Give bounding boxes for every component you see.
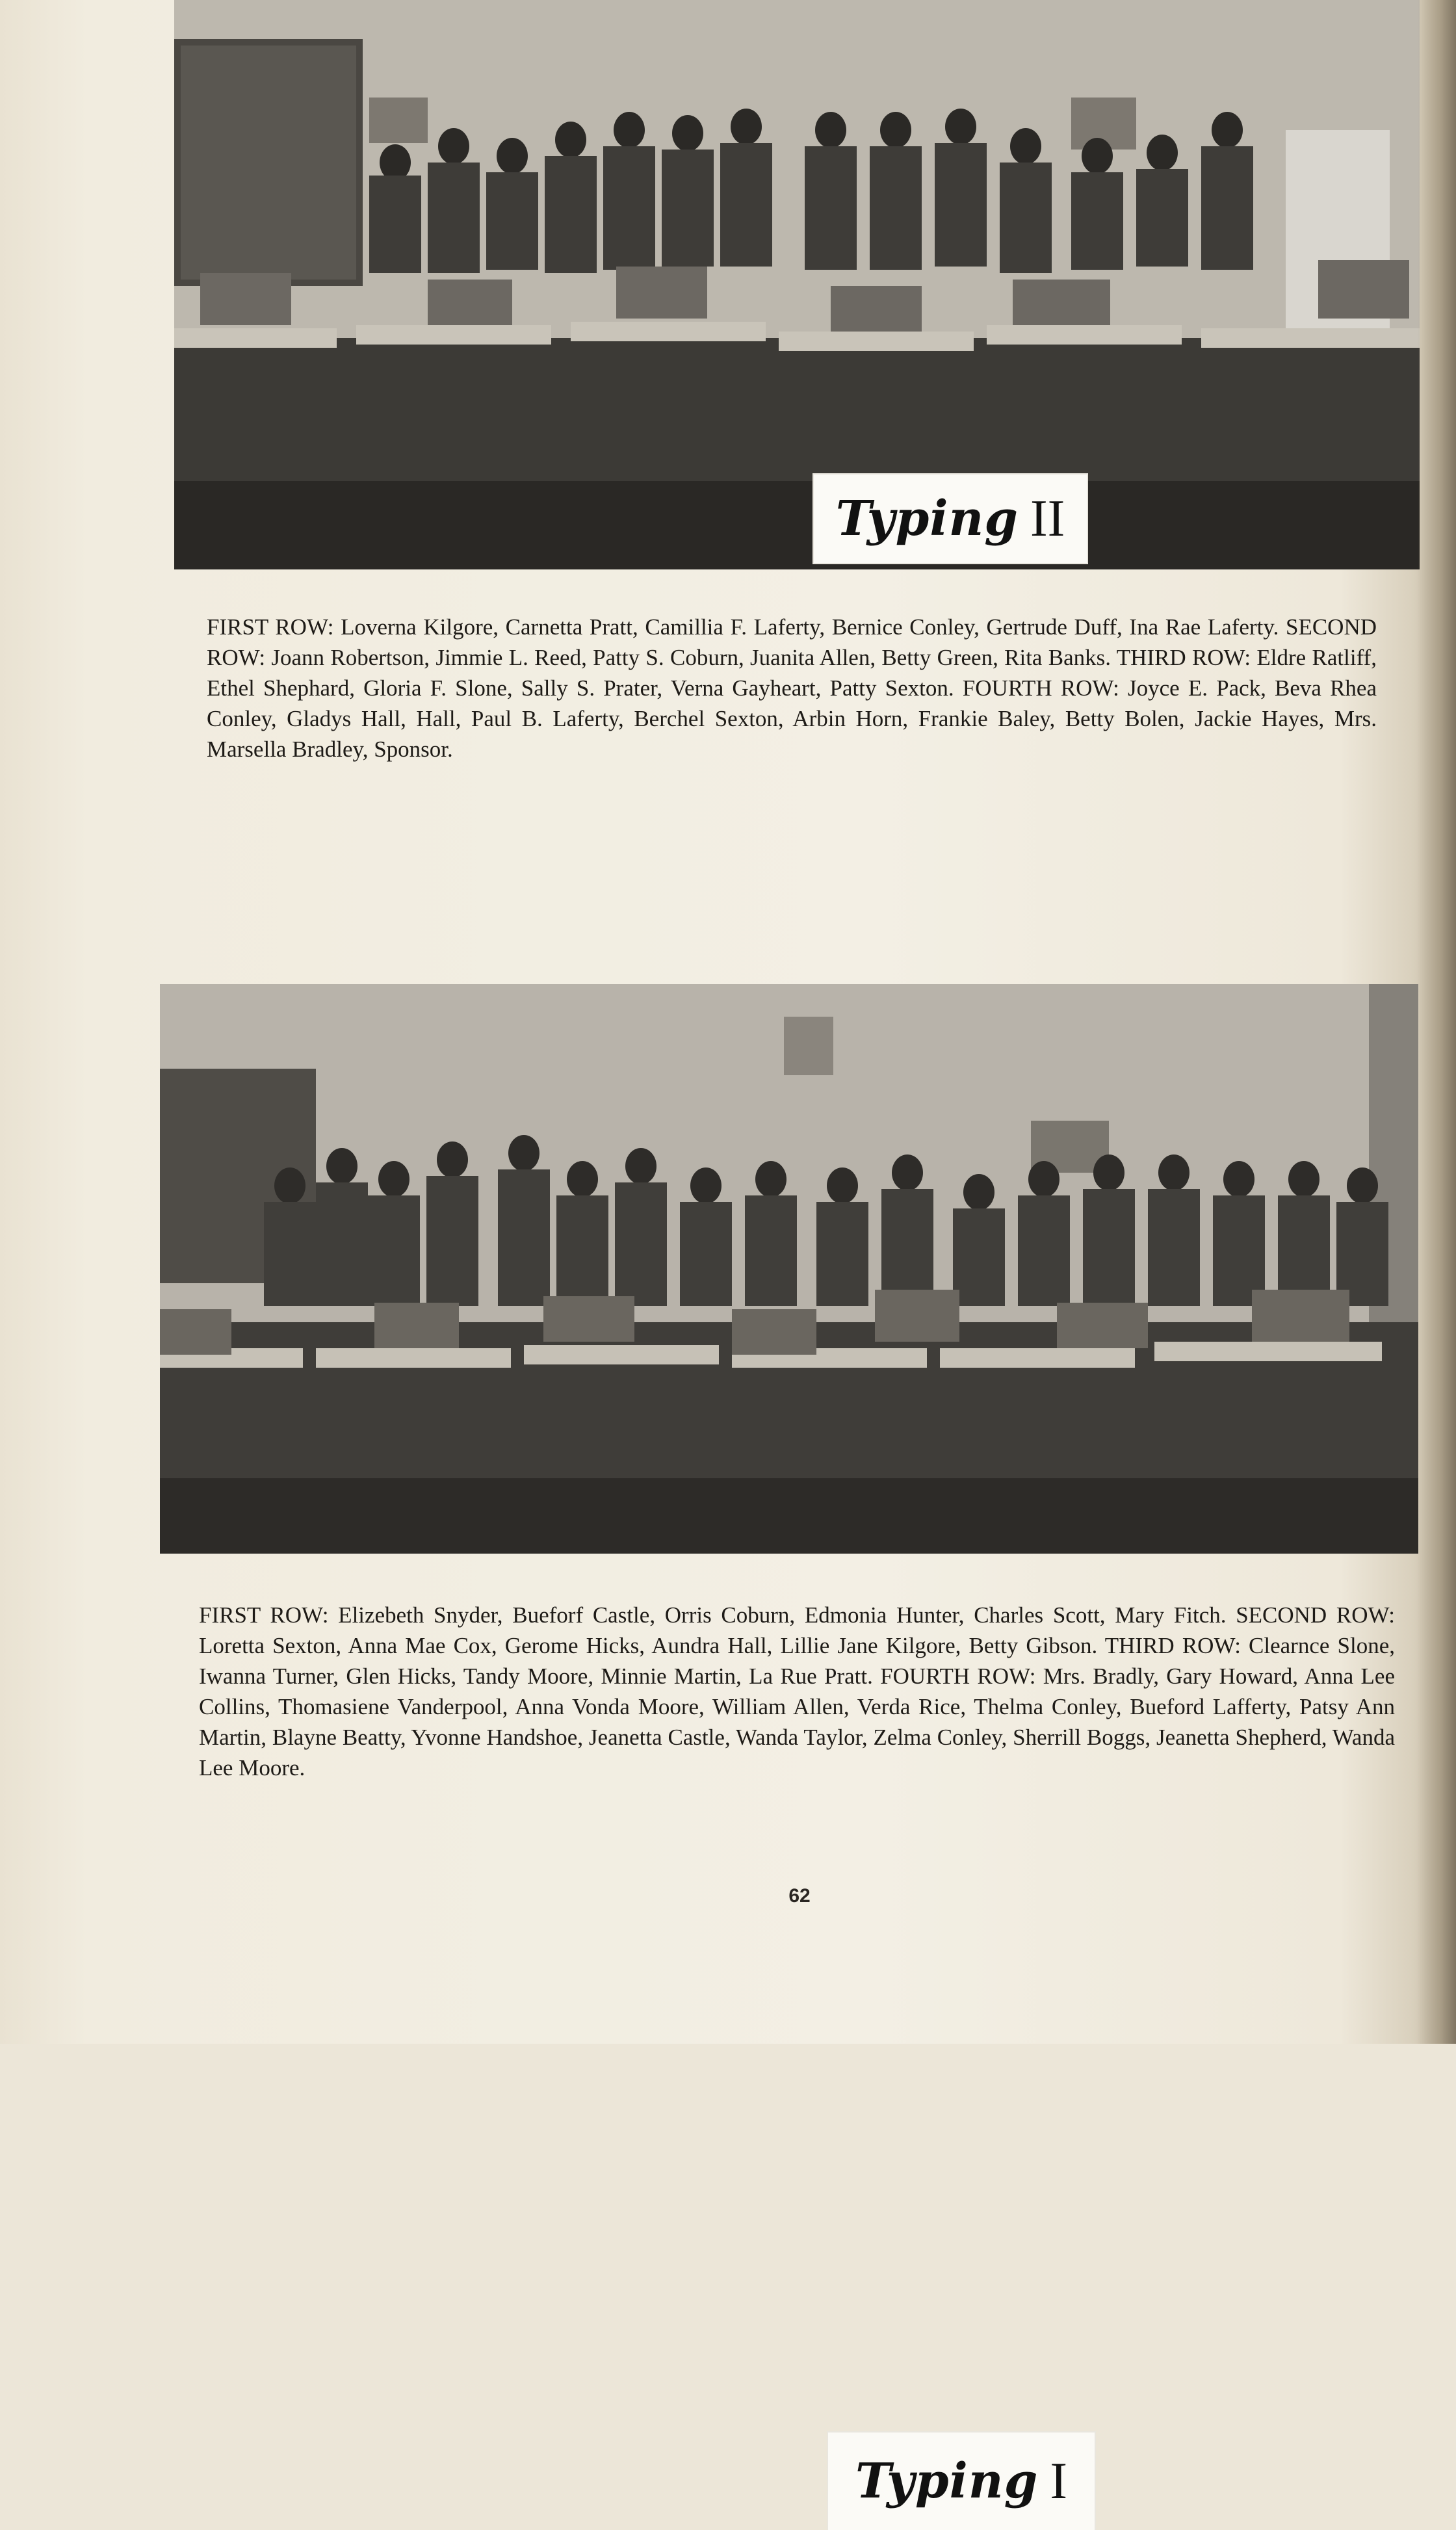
classroom-photo-illustration: [174, 0, 1420, 569]
typing-i-roster: FIRST ROW: Elizebeth Snyder, Bueforf Castle, Orris Coburn, Edmonia Hunter, Charles Scott, Mary Fitch. SECOND ROW: Loretta Sexton, Anna Mae Cox, Gerome Hicks, Aundra Hall, Lillie Jane Kilgore, Betty Gibson. THIRD ROW: Clearnce Slone, Iwanna Turner, Glen Hicks, Tandy Moore, Minnie Martin, La Rue Pratt. FOURTH ROW: Mrs. Bradly, Gary Howard, Anna Lee Collins, Thomasiene Vanderpool, Anna Vonda Moore, William Allen, Verda Rice, Thelma Conley, Bueford Lafferty, Patsy Ann Martin, Blayne Beatty, Yvonne Handshoe, Jeanetta Castle, Wanda Taylor, Zelma Conley, Sherrill Boggs, Jeanetta Shepherd, Wanda Lee Moore.: [199, 1602, 1395, 1780]
page-spine-shadow: [1417, 0, 1456, 2044]
page-number: 62: [788, 1885, 811, 1907]
caption-roman-numeral: I: [1050, 2452, 1067, 2510]
typing-i-caption-label: [828, 2432, 1095, 2530]
caption-roman-numeral: II: [1030, 489, 1065, 547]
typing-ii-caption-label: [814, 475, 1087, 563]
caption-script-word: Typing: [855, 2453, 1039, 2509]
typing-ii-class-photo: [174, 0, 1420, 569]
classroom-photo-illustration: [160, 984, 1418, 1554]
caption-script-word: Typing: [835, 491, 1019, 547]
typing-ii-roster: FIRST ROW: Loverna Kilgore, Carnetta Pratt, Camillia F. Laferty, Bernice Conley, Gertrude Duff, Ina Rae Laferty. SECOND ROW: Joann Robertson, Jimmie L. Reed, Patty S. Coburn, Juanita Allen, Betty Green, Rita Banks. THIRD ROW: Eldre Ratliff, Ethel Shephard, Gloria F. Slone, Sally S. Prater, Verna Gayheart, Patty Sexton. FOURTH ROW: Joyce E. Pack, Beva Rhea Conley, Gladys Hall, Hall, Paul B. Laferty, Berchel Sexton, Arbin Horn, Frankie Baley, Betty Bolen, Jackie Hayes, Mrs. Marsella Bradley, Sponsor.: [207, 614, 1377, 762]
